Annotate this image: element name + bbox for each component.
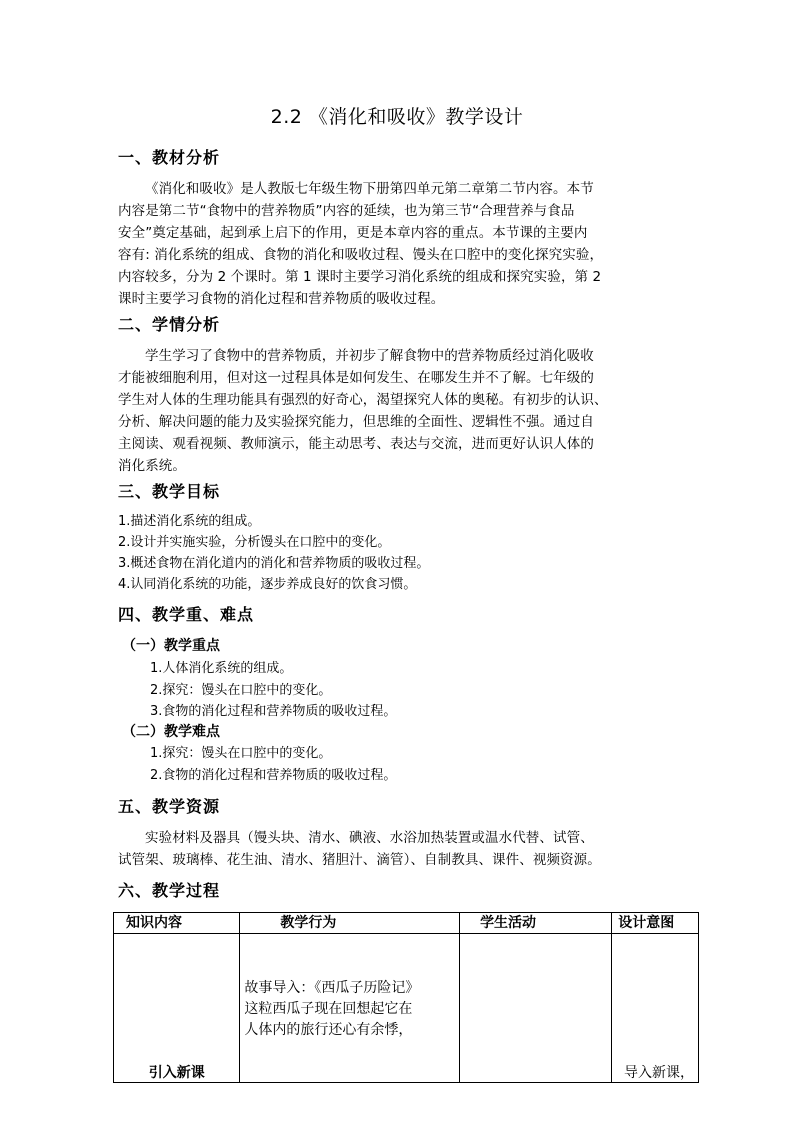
table-cell-knowledge: 引入新课 xyxy=(114,934,240,1083)
paragraph-line: 《消化和吸收》是人教版七年级生物下册第四单元第二章第二节内容。本节 xyxy=(145,181,594,197)
table-row xyxy=(114,934,699,1083)
table-cell-intent: 导入新课， xyxy=(612,934,699,1083)
paragraph-line: 才能被细胞利用，但对这一过程具体是如何发生、在哪发生并不了解。七年级的 xyxy=(118,370,594,386)
section-5-paragraph xyxy=(118,827,703,871)
paragraph-line: 实验材料及器具（馒头块、清水、碘液、水浴加热装置或温水代替、试管、 xyxy=(145,830,594,846)
teaching-process-table xyxy=(113,912,699,1083)
key-points-list xyxy=(150,658,396,723)
cell-line: 故事导入：《西瓜子历险记》 xyxy=(244,980,420,996)
section-heading-6: 六、教学过程 xyxy=(118,881,221,900)
paragraph-line: 容有: 消化系统的组成、食物的消化和吸收过程、馒头在口腔中的变化探究实验， xyxy=(118,247,604,263)
table-header-cell: 学生活动 xyxy=(460,913,612,934)
table-cell-student xyxy=(460,934,612,1083)
table-header-cell: 知识内容 xyxy=(114,913,240,934)
section-heading-5: 五、教学资源 xyxy=(118,797,221,816)
paragraph-line: 课时主要学习食物的消化过程和营养物质的吸收过程。 xyxy=(118,291,445,307)
list-item: 4.认同消化系统的功能，逐步养成良好的饮食习惯。 xyxy=(118,577,417,592)
list-item: 1.人体消化系统的组成。 xyxy=(150,661,293,676)
paragraph-line: 内容是第二节“食物中的营养物质”内容的延续，也为第三节“合理营养与食品 xyxy=(118,203,575,219)
table-header-cell: 教学行为 xyxy=(240,913,460,934)
cell-line: 人体内的旅行还心有余悸， xyxy=(244,1022,413,1038)
cell-line: 这粒西瓜子现在回想起它在 xyxy=(244,1001,413,1017)
list-item: 2.食物的消化过程和营养物质的吸收过程。 xyxy=(150,767,397,783)
subheading-difficulties: （二）教学难点 xyxy=(122,724,220,740)
subheading-key-points: （一）教学重点 xyxy=(122,638,220,654)
paragraph-line: 安全”奠定基础，起到承上启下的作用，更是本章内容的重点。本节课的主要内 xyxy=(118,225,588,241)
list-item: 2.探究：馒头在口腔中的变化。 xyxy=(150,682,332,698)
paragraph-line: 分析、解决问题的能力及实验探究能力，但思维的全面性、逻辑性不强。通过自 xyxy=(118,414,594,430)
paragraph-line: 消化系统。 xyxy=(118,458,186,474)
section-heading-4: 四、教学重、难点 xyxy=(118,605,255,624)
difficulties-list xyxy=(150,743,396,786)
paragraph-line: 主阅读、观看视频、教师演示，能主动思考、表达与交流，进而更好认识人体的 xyxy=(118,436,594,452)
list-item: 3.概述食物在消化道内的消化和营养物质的吸收过程。 xyxy=(118,556,430,571)
paragraph-line: 试管架、玻璃棒、花生油、清水、猪胆汁、滴管）、自制教具、课件、视频资源。 xyxy=(118,852,601,868)
table-cell-teaching xyxy=(240,934,460,1083)
section-2-paragraph xyxy=(118,345,703,477)
paragraph-line: 内容较多，分为 2 个课时。第 1 课时主要学习消化系统的组成和探究实验，第 2 xyxy=(118,269,602,285)
table-header-row xyxy=(114,913,699,934)
document-title: 2.2 《消化和吸收》教学设计 xyxy=(270,106,524,128)
list-item: 1.探究：馒头在口腔中的变化。 xyxy=(150,746,332,761)
paragraph-line: 学生学习了食物中的营养物质，并初步了解食物中的营养物质经过消化吸收 xyxy=(145,348,594,364)
paragraph-line: 学生对人体的生理功能具有强烈的好奇心，渴望探究人体的奥秘。有初步的认识、 xyxy=(118,392,608,408)
objectives-list xyxy=(118,511,429,595)
section-heading-2: 二、学情分析 xyxy=(118,315,221,334)
list-item: 3.食物的消化过程和营养物质的吸收过程。 xyxy=(150,704,397,719)
list-item: 1.描述消化系统的组成。 xyxy=(118,514,261,529)
list-item: 2.设计并实施实验，分析馒头在口腔中的变化。 xyxy=(118,535,391,550)
table-header-cell: 设计意图 xyxy=(612,913,699,934)
section-1-paragraph xyxy=(118,178,703,310)
section-heading-3: 三、教学目标 xyxy=(118,482,221,501)
section-heading-1: 一、教材分析 xyxy=(118,148,221,167)
